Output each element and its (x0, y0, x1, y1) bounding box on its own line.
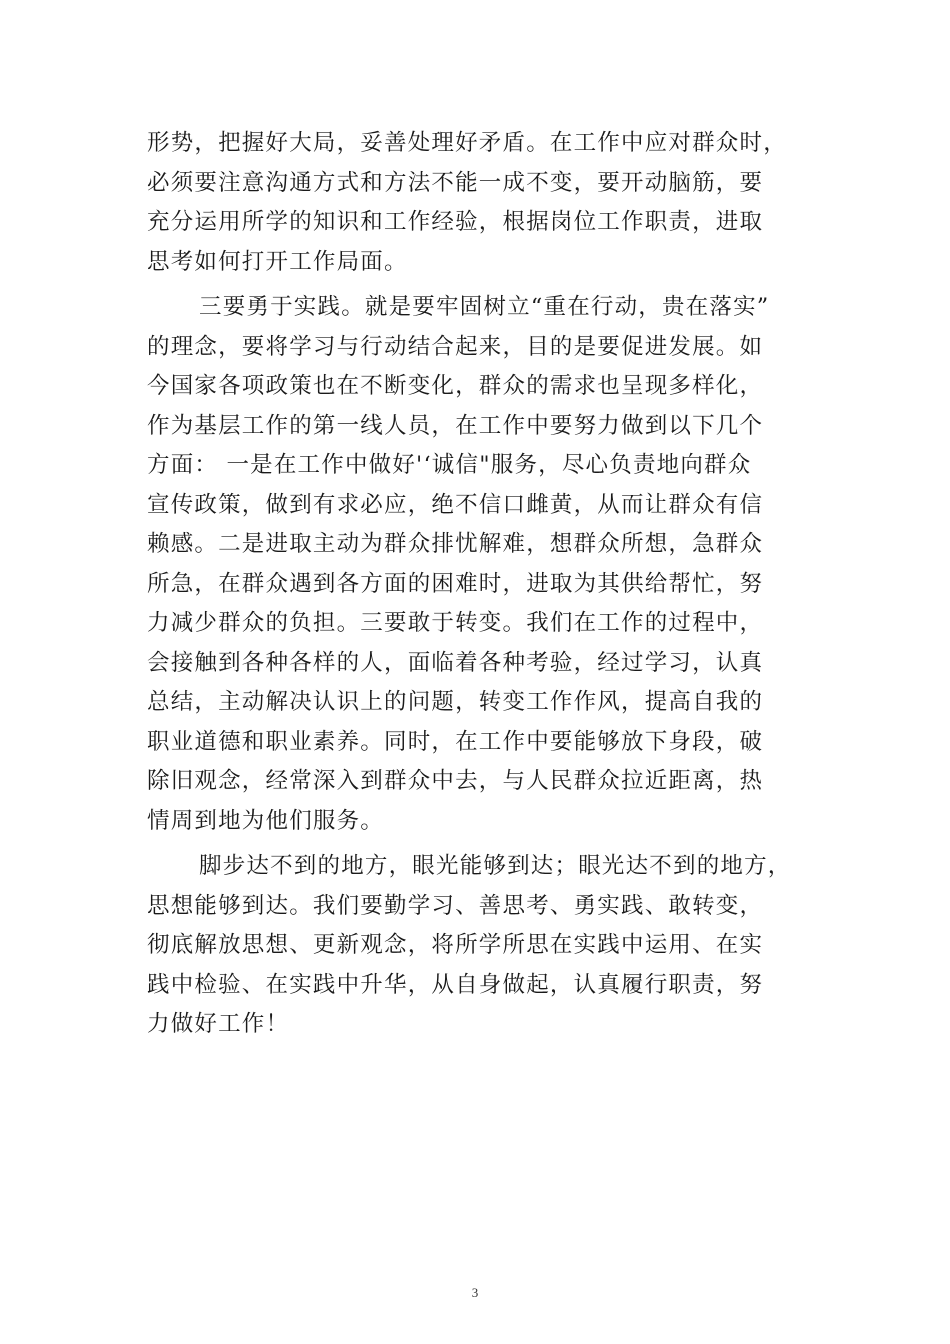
paragraph-3 (147, 847, 807, 1045)
paragraph-line: 情周到地为他们服务。 (147, 807, 385, 834)
paragraph-line: 宣传政策，做到有求必应，绝不信口雌黄，从而让群众有信 (147, 491, 764, 518)
document-body (147, 124, 807, 1051)
paragraph-line: 今国家各项政策也在不断变化，群众的需求也呈现多样化， (147, 373, 764, 399)
paragraph-line: 赖感。二是进取主动为群众排忧解难，想群众所想，急群众 (147, 531, 764, 557)
paragraph-line: 充分运用所学的知识和工作经验，根据岗位工作职责，进取 (147, 209, 764, 235)
paragraph-line: 必须要注意沟通方式和方法不能一成不变，要开动脑筋，要 (147, 169, 764, 196)
paragraph-2 (147, 288, 807, 841)
paragraph-line: 的理念，要将学习与行动结合起来，目的是要促进发展。如 (147, 333, 764, 360)
paragraph-line: 会接触到各种各样的人，面临着各种考验，经过学习，认真 (147, 649, 764, 676)
paragraph-line: 彻底解放思想、更新观念，将所学所思在实践中运用、在实 (147, 932, 764, 958)
paragraph-line: 总结，主动解决认识上的问题，转变工作作风，提高自我的 (147, 689, 764, 715)
paragraph-line: 职业道德和职业素养。同时，在工作中要能够放下身段，破 (147, 728, 764, 755)
paragraph-line: 所急，在群众遇到各方面的困难时，进取为其供给帮忙，努 (147, 570, 764, 597)
paragraph-line: 践中检验、在实践中升华，从自身做起，认真履行职责，努 (147, 971, 764, 998)
paragraph-line: 脚步达不到的地方，眼光能够到达；眼光达不到的地方， (199, 853, 792, 879)
paragraph-line: 思想能够到达。我们要勤学习、善思考、勇实践、敢转变， (147, 892, 764, 919)
paragraph-line: 力做好工作！ (147, 1011, 290, 1037)
page-number: 3 (471, 1285, 479, 1300)
paragraph-line: 除旧观念，经常深入到群众中去，与人民群众拉近距离，热 (147, 768, 764, 794)
paragraph-line: 作为基层工作的第一线人员，在工作中要努力做到以下几个 (147, 412, 764, 439)
paragraph-1 (147, 124, 807, 282)
paragraph-line: 三要勇于实践。就是要牢固树立“重在行动，贵在落实” (199, 294, 770, 320)
paragraph-line: 形势，把握好大局，妥善处理好矛盾。在工作中应对群众时， (147, 130, 787, 156)
paragraph-line: 力减少群众的负担。三要敢于转变。我们在工作的过程中， (147, 610, 764, 636)
paragraph-line: 思考如何打开工作局面。 (147, 248, 408, 275)
paragraph-line: 方面： 一是在工作中做好'‘诚信"服务，尽心负责地向群众 (147, 452, 752, 478)
